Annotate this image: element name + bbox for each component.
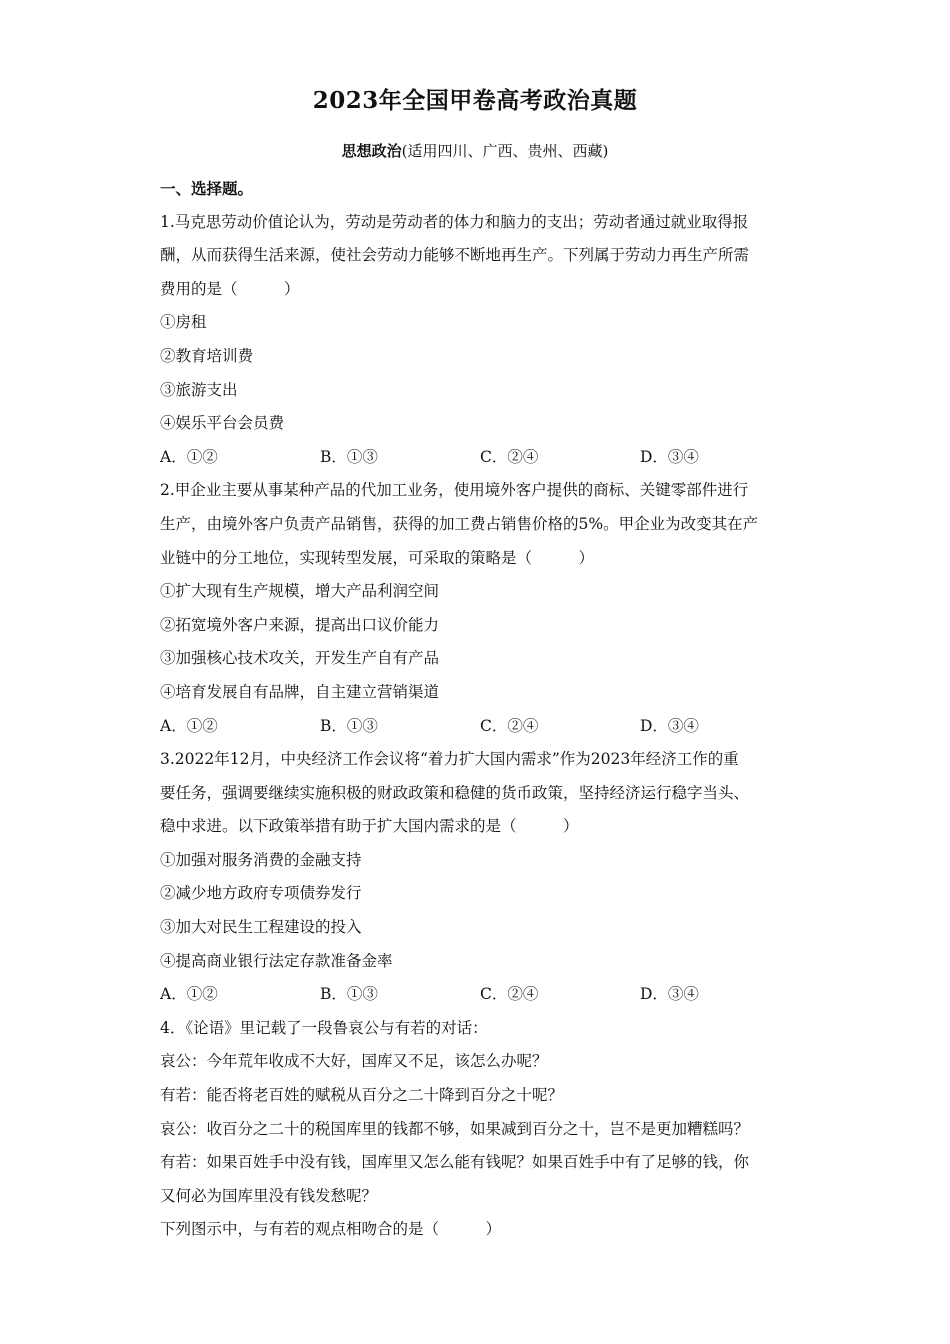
- document-title: 2023年全国甲卷高考政治真题: [312, 87, 638, 114]
- document-subtitle: [0, 140, 950, 161]
- option-a: A．①②: [160, 716, 218, 735]
- q4-dialogue: 又何必为国库里没有钱发愁呢？: [160, 1186, 378, 1205]
- subtitle-scope: (适用四川、广西、贵州、西藏): [401, 142, 609, 160]
- option-d: D．③④: [640, 716, 699, 735]
- q3-text: 稳中求进。以下政策举措有助于扩大国内需求的是（ ）: [160, 817, 579, 836]
- q4-dialogue: 有若：如果百姓手中没有钱，国库里又怎么能有钱呢？如果百姓手中有了足够的钱，你: [160, 1153, 750, 1172]
- q3-item-1: ①加强对服务消费的金融支持: [160, 850, 362, 869]
- q2-item-2: ②拓宽境外客户来源，提高出口议价能力: [160, 615, 440, 634]
- q2-item-4: ④培育发展自有品牌，自主建立营销渠道: [160, 682, 440, 701]
- q4-text: 4．《论语》里记载了一段鲁哀公与有若的对话：: [160, 1018, 488, 1037]
- option-a: A．①②: [160, 985, 218, 1004]
- option-c: C．②④: [480, 447, 539, 466]
- option-b: B．①③: [320, 985, 378, 1004]
- q2-text: 生产，由境外客户负责产品销售，获得的加工费占销售价格的5%。甲企业为改变其在产: [160, 514, 759, 533]
- q2-item-1: ①扩大现有生产规模，增大产品利润空间: [160, 582, 440, 601]
- subtitle-subject: 思想政治: [341, 142, 402, 160]
- section-heading: 一、选择题。: [160, 179, 254, 198]
- q2-answer-options: [160, 710, 800, 744]
- option-c: C．②④: [480, 716, 539, 735]
- q4-dialogue: 哀公：收百分之二十的税国库里的钱都不够，如果减到百分之十，岂不是更加糟糕吗？: [160, 1119, 750, 1138]
- option-b: B．①③: [320, 447, 378, 466]
- q2-item-3: ③加强核心技术攻关，开发生产自有产品: [160, 649, 440, 668]
- q3-answer-options: [160, 978, 800, 1012]
- q1-answer-options: [160, 441, 800, 475]
- q4-dialogue: 哀公：今年荒年收成不大好，国库又不足，该怎么办呢？: [160, 1052, 548, 1071]
- q4-prompt: 下列图示中，与有若的观点相吻合的是（ ）: [160, 1220, 502, 1239]
- q3-text: 要任务，强调要继续实施积极的财政政策和稳健的货币政策，坚持经济运行稳字当头、: [160, 783, 750, 802]
- q3-item-3: ③加大对民生工程建设的投入: [160, 918, 362, 937]
- q1-text: 酬，从而获得生活来源，使社会劳动力能够不断地再生产。下列属于劳动力再生产所需: [160, 246, 750, 265]
- question-body: [160, 172, 800, 1247]
- q1-item-2: ②教育培训费: [160, 346, 254, 365]
- q1-item-4: ④娱乐平台会员费: [160, 414, 285, 433]
- option-d: D．③④: [640, 985, 699, 1004]
- option-b: B．①③: [320, 716, 378, 735]
- q1-item-1: ①房租: [160, 313, 207, 332]
- q1-text: 费用的是（ ）: [160, 279, 300, 298]
- q3-item-4: ④提高商业银行法定存款准备金率: [160, 951, 393, 970]
- option-d: D．③④: [640, 447, 699, 466]
- option-c: C．②④: [480, 985, 539, 1004]
- q1-item-3: ③旅游支出: [160, 380, 238, 399]
- q3-item-2: ②减少地方政府专项债券发行: [160, 884, 362, 903]
- q4-dialogue: 有若：能否将老百姓的赋税从百分之二十降到百分之十呢？: [160, 1086, 564, 1105]
- q3-text: 3.2022年12月，中央经济工作会议将“着力扩大国内需求”作为2023年经济工作的重: [160, 750, 739, 769]
- q1-text: 1.马克思劳动价值论认为，劳动是劳动者的体力和脑力的支出；劳动者通过就业取得报: [160, 212, 749, 231]
- option-a: A．①②: [160, 447, 218, 466]
- q2-text: 2.甲企业主要从事某种产品的代加工业务，使用境外客户提供的商标、关键零部件进行: [160, 481, 749, 500]
- q2-text: 业链中的分工地位，实现转型发展，可采取的策略是（ ）: [160, 548, 595, 567]
